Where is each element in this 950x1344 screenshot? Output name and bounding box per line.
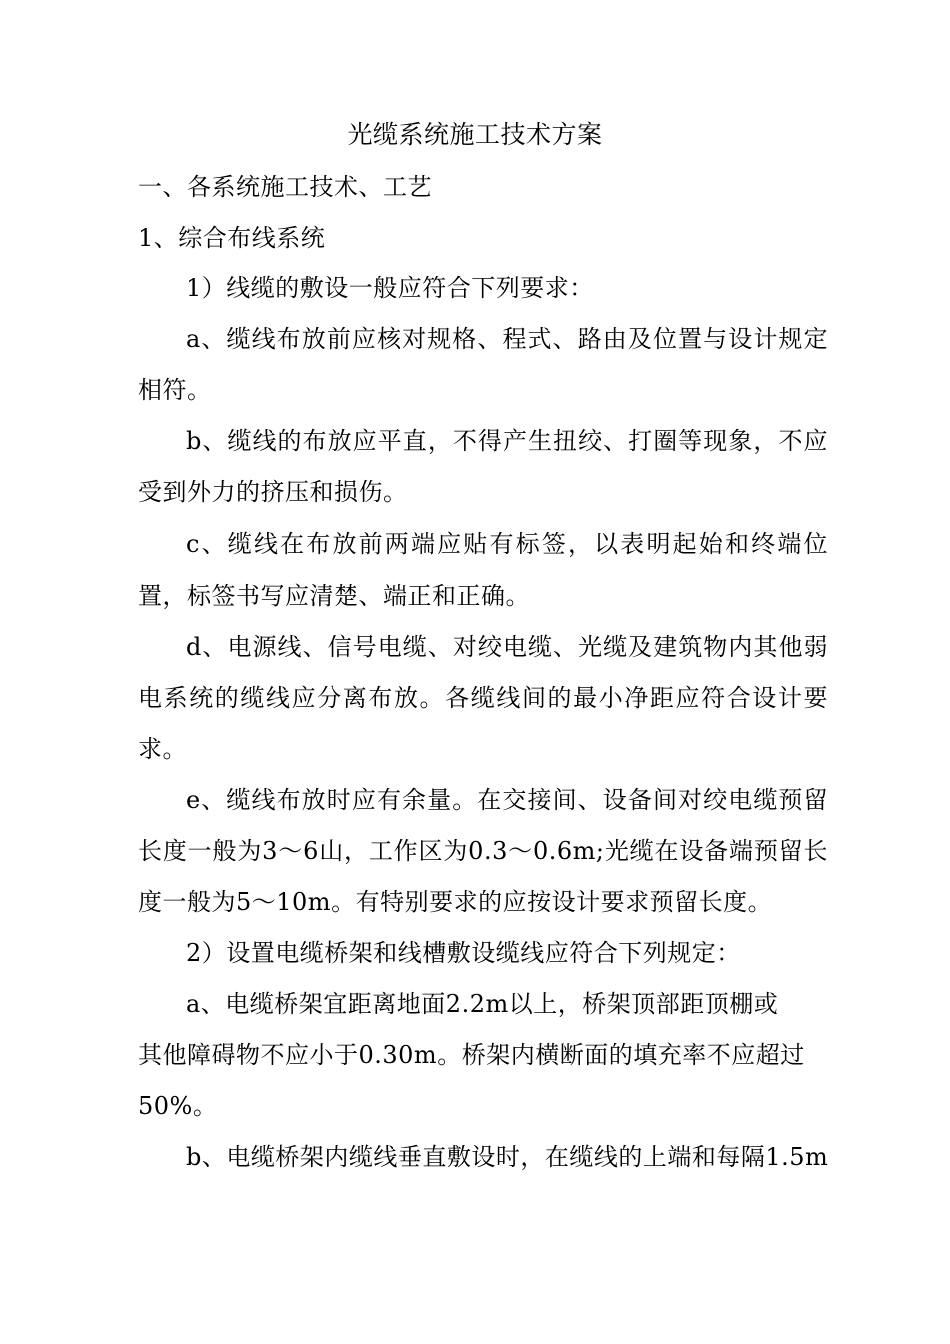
- paragraph-line: 2）设置电缆桥架和线槽敷设缆线应符合下列规定：: [186, 939, 741, 967]
- paragraph-line: b、电缆桥架内缆线垂直敷设时，在缆线的上端和每隔1.5m: [186, 1143, 829, 1171]
- paragraph-line: 受到外力的挤压和损伤。: [138, 478, 408, 506]
- document-title: 光缆系统施工技术方案: [347, 120, 603, 149]
- paragraph-line: a、缆线布放前应核对规格、程式、路由及位置与设计规定: [186, 325, 828, 353]
- paragraph-line: a、电缆桥架宜距离地面2.2m以上，桥架顶部距顶棚或: [186, 990, 779, 1018]
- paragraph-line: 置，标签书写应清楚、端正和正确。: [138, 582, 530, 610]
- paragraph-line: 相符。: [138, 376, 212, 404]
- subsection-heading: 1、综合布线系统: [138, 224, 326, 252]
- paragraph-line: 求。: [138, 735, 187, 763]
- paragraph-line: b、缆线的布放应平直，不得产生扭绞、打圈等现象，不应: [186, 427, 828, 455]
- paragraph-line: c、缆线在布放前两端应贴有标签，以表明起始和终端位: [186, 530, 828, 558]
- paragraph-line: 其他障碍物不应小于0.30m。桥架内横断面的填充率不应超过: [138, 1041, 805, 1069]
- paragraph-line: d、电源线、信号电缆、对绞电缆、光缆及建筑物内其他弱: [186, 633, 828, 661]
- paragraph-line: 电系统的缆线应分离布放。各缆线间的最小净距应符合设计要: [138, 684, 828, 712]
- paragraph-line: 50%。: [138, 1092, 218, 1120]
- paragraph-line: 长度一般为3〜6山，工作区为0.3〜0.6m;光缆在设备端预留长: [138, 837, 828, 865]
- section-heading: 一、各系统施工技术、工艺: [138, 173, 432, 201]
- paragraph-line: 度一般为5〜10m。有特别要求的应按设计要求预留长度。: [138, 888, 773, 916]
- paragraph-line: e、缆线布放时应有余量。在交接间、设备间对绞电缆预留: [186, 786, 828, 814]
- paragraph-line: 1）线缆的敷设一般应符合下列要求：: [186, 274, 594, 302]
